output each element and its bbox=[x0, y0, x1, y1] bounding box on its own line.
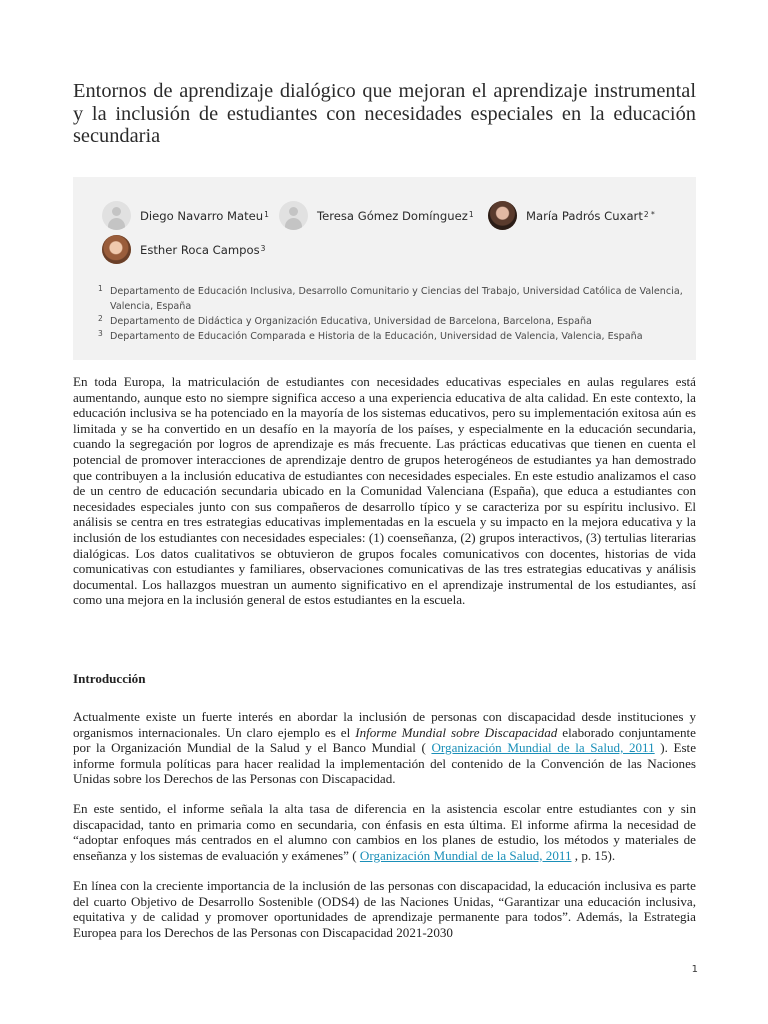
affiliation-text: Departamento de Didáctica y Organización Educativa, Universidad de Barcelona, Barcelona, España bbox=[110, 316, 592, 327]
text-run: En este sentido, el informe señala la alta tasa de diferencia en la asistencia escolar entre estudiantes con y sin discapacidad, tanto en primaria como en secundaria, con énfasis en esta última. El informe afirma la necesidad de “adoptar enfoques más centrados en el alumno con cambios en los planes de estudio, los métodos y materiales de enseñanza y los sistemas de evaluación y exámenes” ( bbox=[73, 801, 696, 863]
author-1[interactable] bbox=[102, 201, 269, 230]
citation-link[interactable]: Organización Mundial de la Salud, 2011 bbox=[431, 740, 655, 756]
author-name: Esther Roca Campos bbox=[140, 242, 260, 257]
author-box bbox=[73, 177, 696, 360]
author-name: María Padrós Cuxart bbox=[526, 208, 643, 223]
affiliation-text: Departamento de Educación Comparada e Historia de la Educación, Universidad de Valencia, Valencia, España bbox=[110, 331, 643, 342]
author-name: Diego Navarro Mateu bbox=[140, 208, 264, 223]
author-sup: 1 bbox=[468, 210, 474, 219]
affiliation-text: Departamento de Educación Inclusiva, Desarrollo Comunitario y Ciencias del Trabajo, Universidad Católica de Valencia, Valencia, España bbox=[110, 286, 683, 312]
author-sup: 3 bbox=[260, 244, 266, 253]
author-3[interactable] bbox=[488, 201, 655, 230]
affiliation-number: 3 bbox=[98, 329, 103, 338]
author-photo bbox=[488, 201, 517, 230]
placeholder-avatar-icon bbox=[279, 201, 308, 230]
affiliation-1 bbox=[98, 284, 688, 314]
article-title: Entornos de aprendizaje dialógico que mejoran el aprendizaje instrumental y la inclusión de estudiantes con necesidades especiales en la educación secundaria bbox=[73, 80, 696, 148]
author-sup: 2 * bbox=[643, 210, 655, 219]
text-run: , p. 15). bbox=[571, 847, 616, 863]
affiliation-2 bbox=[98, 314, 688, 329]
author-sup: 1 bbox=[264, 210, 269, 219]
citation-link[interactable]: Organización Mundial de la Salud, 2011 bbox=[359, 847, 572, 863]
abstract: En toda Europa, la matriculación de estudiantes con necesidades educativas especiales en aulas regulares está aumentando, aunque esto no siempre significa acceso a una experiencia educativa de alta calidad. En este contexto, la educación inclusiva se ha potenciado en la mayoría de los sistemas educativos, pero su implementación exitosa aún es limitada y se ha convertido en un desafío en la mayoría de los países, y especialmente en la educación secundaria, cuando la segregación por logros de aprendizaje es más frecuente. Las prácticas educativas que tienen en cuenta el potencial de promover interacciones de aprendizaje dentro de grupos heterogéneos de estudiantes ya han demostrado que contribuyen a la inclusión educativa de estudiantes con necesidades especiales. En este estudio analizamos el caso de un centro de educación secundaria ubicado en la Comunidad Valenciana (España), que educa a estudiantes con necesidades especiales junto con sus compañeros de desarrollo típico y se caracteriza por su espíritu inclusivo. El análisis se centra en tres estrategias educativas implementadas en la escuela y su impacto en la mejora educativa y la inclusión de los estudiantes con necesidades especiales: (1) coenseñanza, (2) grupos interactivos, (3) tertulias literarias dialógicas. Los datos cualitativos se obtuvieron de grupos focales comunicativos con docentes, historias de vida comunicativas con estudiantes y familiares, observaciones comunicativas de las tres estrategias educativas y análisis documental. Los hallazgos muestran un aumento significativo en el aprendizaje instrumental de los estudiantes, así como una mejora en la inclusión general de estos estudiantes en la escuela. bbox=[73, 374, 696, 608]
text-run: Actualmente existe un fuerte interés en abordar la inclusión de personas con discapacidad desde instituciones y organismos internacionales. Un claro ejemplo es el bbox=[73, 709, 696, 740]
author-4[interactable] bbox=[102, 235, 265, 264]
section-heading: Introducción bbox=[73, 671, 146, 686]
author-name: Teresa Gómez Domínguez bbox=[317, 208, 468, 223]
paragraph-3: En línea con la creciente importancia de la inclusión de las personas con discapacidad, la educación inclusiva es parte del cuarto Objetivo de Desarrollo Sostenible (ODS4) de las Naciones Unidas, “Garantizar una educación inclusiva, equitativa y de calidad y promover oportunidades de aprendizaje permanente para todos”. Además, la Estrategia Europea para los Derechos de las Personas con Discapacidad 2021-2030 bbox=[73, 878, 696, 940]
affiliation-number: 1 bbox=[98, 284, 103, 293]
affiliation-number: 2 bbox=[98, 314, 103, 323]
report-title: Informe Mundial sobre Discapacidad bbox=[355, 724, 558, 740]
author-2[interactable] bbox=[279, 201, 474, 230]
affiliation-3 bbox=[98, 329, 688, 344]
paragraph-1 bbox=[73, 709, 696, 787]
text-run: ). Este informe formula políticas para hacer realidad la implementación del contenido de la Convención de las Naciones Unidas sobre los Derechos de las Personas con Discapacidad. bbox=[73, 740, 697, 787]
page-number: 1 bbox=[691, 964, 698, 975]
paragraph-2 bbox=[73, 801, 696, 863]
author-photo bbox=[102, 235, 131, 264]
text-run: elaborado conjuntamente por la Organización Mundial de la Salud y el Banco Mundial ( bbox=[73, 724, 696, 756]
placeholder-avatar-icon bbox=[102, 201, 131, 230]
affiliations bbox=[98, 284, 688, 344]
